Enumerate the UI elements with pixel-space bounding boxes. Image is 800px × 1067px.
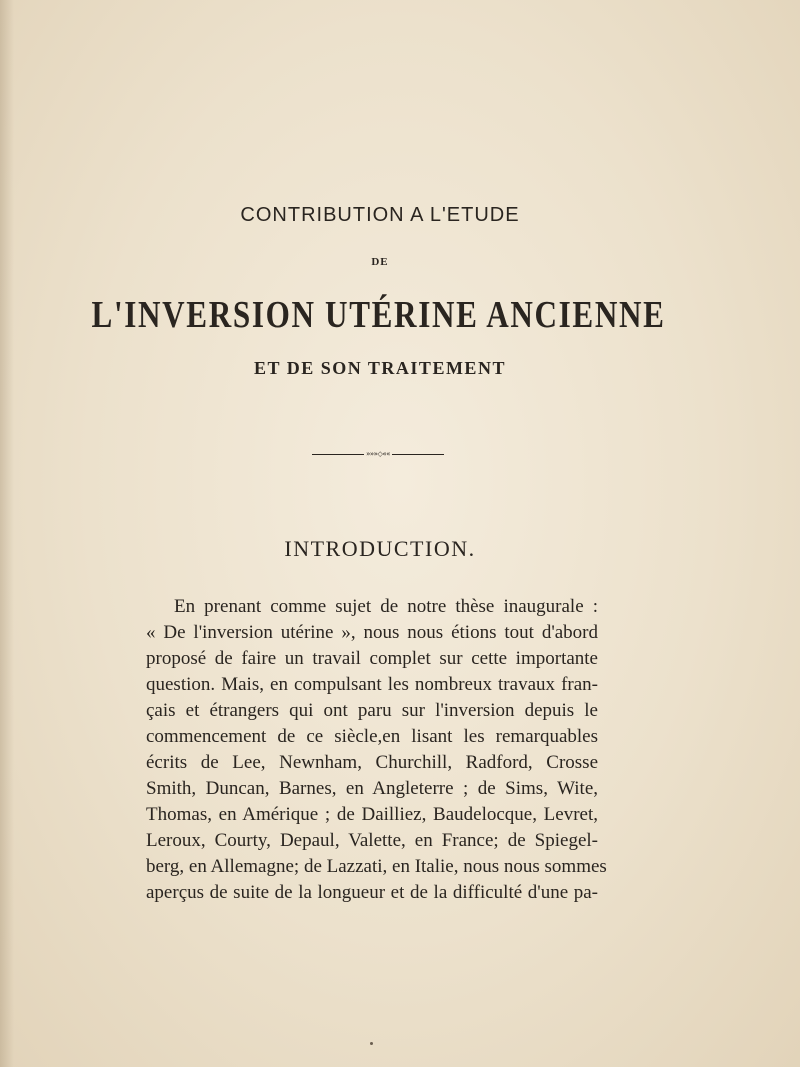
text-line: commencement de ce siècle,en lisant les remarquables xyxy=(146,726,598,747)
title-line-2: DE xyxy=(371,256,389,268)
divider-rule-left xyxy=(312,454,364,455)
text-line: « De l'inversion utérine », nous nous étions tout d'abord xyxy=(146,622,598,643)
section-heading: INTRODUCTION. xyxy=(284,536,476,561)
text-line: Smith, Duncan, Barnes, en Angleterre ; de Sims, Wite, xyxy=(146,778,598,799)
ornamental-divider xyxy=(312,449,444,459)
text-line: berg, en Allemagne; de Lazzati, en Italie, nous nous sommes xyxy=(146,856,607,877)
text-line: En prenant comme sujet de notre thèse inaugurale : xyxy=(174,596,598,617)
page-mark xyxy=(370,1042,373,1045)
divider-rule-right xyxy=(392,454,444,455)
text-line: question. Mais, en compulsant les nombreux travaux fran- xyxy=(146,674,598,695)
body-paragraph xyxy=(146,594,607,906)
text-line: Thomas, en Amérique ; de Dailliez, Baudelocque, Levret, xyxy=(146,804,598,825)
subtitle: ET DE SON TRAITEMENT xyxy=(254,358,506,378)
text-line: proposé de faire un travail complet sur cette importante xyxy=(146,648,598,669)
text-line: aperçus de suite de la longueur et de la difficulté d'une pa- xyxy=(146,882,598,903)
text-line: çais et étrangers qui ont paru sur l'inversion depuis le xyxy=(146,700,598,721)
divider-ornament: »»»◇«« xyxy=(366,450,390,458)
page-gutter-shadow xyxy=(0,0,14,1067)
title-line-1: CONTRIBUTION A L'ETUDE xyxy=(240,204,520,226)
text-line: écrits de Lee, Newnham, Churchill, Radford, Crosse xyxy=(146,752,598,773)
main-title: L'INVERSION UTÉRINE ANCIENNE xyxy=(91,294,666,336)
text-line: Leroux, Courty, Depaul, Valette, en France; de Spiegel- xyxy=(146,830,598,851)
